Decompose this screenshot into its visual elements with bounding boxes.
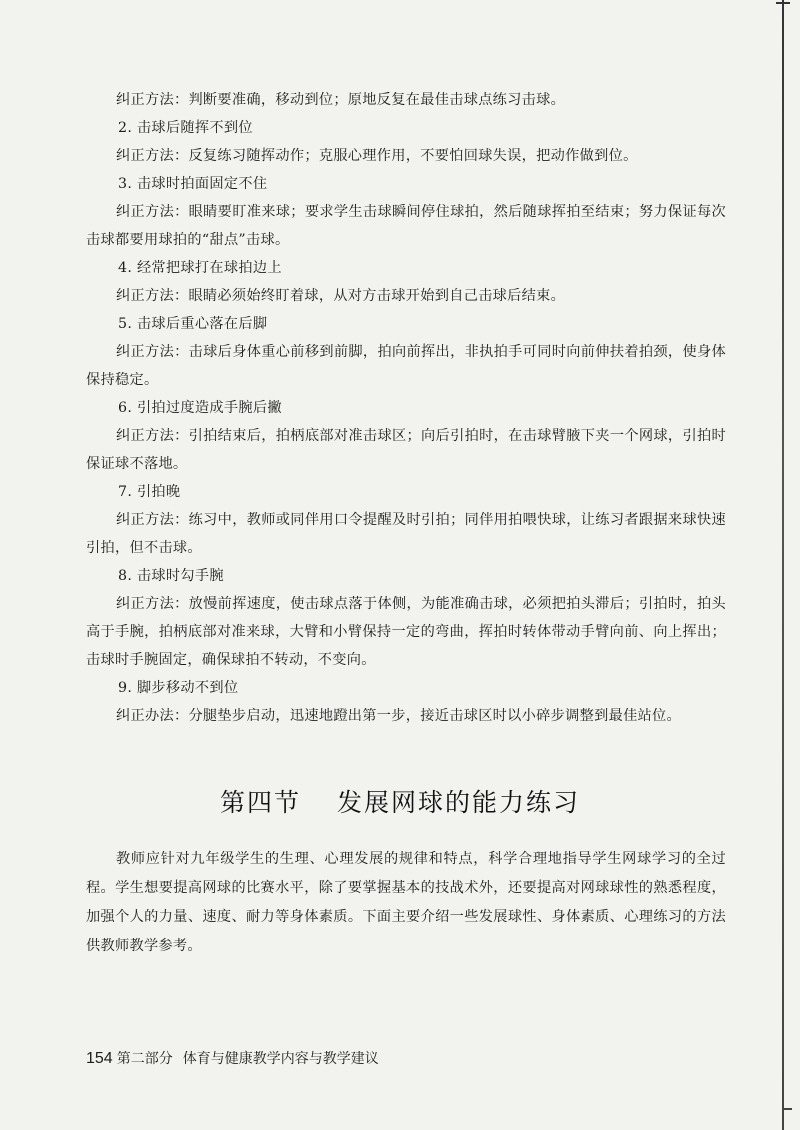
- section-intro-paragraph: 教师应针对九年级学生的生理、心理发展的规律和特点，科学合理地指导学生网球学习的全过程。学生想要提高网球的比赛水平，除了要掌握基本的技战术外，还要提高对网球球性的熟悉程度，加强个人的力量、速度、耐力等身体素质。下面主要介绍一些发展球性、身体素质、心理练习的方法供教师教学参考。: [86, 851, 726, 954]
- problem-heading-8: 8. 击球时勾手腕: [118, 568, 224, 584]
- correction-text-5: 纠正方法：击球后身体重心前移到前脚，拍向前挥出，非执拍手可同时向前伸扶着拍颈，使身体保持稳定。: [86, 344, 726, 388]
- correction-text-1: 纠正方法：判断要准确，移动到位；原地反复在最佳击球点练习击球。: [116, 92, 566, 108]
- correction-text-4: 纠正方法：眼睛必须始终盯着球，从对方击球开始到自己击球后结束。: [116, 288, 566, 304]
- page-footer: [86, 1048, 379, 1068]
- problem-heading-2: 2. 击球后随挥不到位: [118, 120, 253, 136]
- section-heading: 发展网球的能力练习: [337, 788, 581, 817]
- correction-text-2: 纠正方法：反复练习随挥动作；克服心理作用，不要怕回球失误，把动作做到位。: [116, 148, 638, 164]
- problem-heading-5: 5. 击球后重心落在后脚: [118, 316, 268, 332]
- problem-heading-4: 4. 经常把球打在球拍边上: [118, 260, 282, 276]
- scan-edge-mark: [776, 2, 790, 14]
- correction-text-9: 纠正办法：分腿垫步启动，迅速地蹬出第一步，接近击球区时以小碎步调整到最佳站位。: [116, 708, 682, 724]
- correction-text-8: 纠正方法：放慢前挥速度，使击球点落于体侧，为能准确击球，必须把拍头滞后；引拍时，拍头高于手腕，拍柄底部对准来球，大臂和小臂保持一定的弯曲，挥拍时转体带动手臂向前、向上挥出；击球时手腕固定，确保球拍不转动，不变向。: [86, 596, 726, 668]
- correction-text-3: 纠正方法：眼睛要盯准来球；要求学生击球瞬间停住球拍，然后随球挥拍至结束；努力保证每次击球都要用球拍的“甜点”击球。: [86, 204, 726, 248]
- scan-edge-mark-bottom: [782, 1108, 792, 1110]
- correction-text-6: 纠正方法：引拍结束后，拍柄底部对准击球区；向后引拍时，在击球臂腋下夹一个网球，引拍时保证球不落地。: [86, 428, 726, 472]
- problem-heading-3: 3. 击球时拍面固定不住: [118, 176, 268, 192]
- corrections-list: [86, 86, 726, 730]
- footer-title: 体育与健康教学内容与教学建议: [182, 1051, 379, 1067]
- scan-binding-edge: [782, 0, 784, 1130]
- problem-heading-6: 6. 引拍过度造成手腕后撇: [118, 400, 282, 416]
- correction-text-7: 纠正方法：练习中，教师或同伴用口令提醒及时引拍；同伴用拍喂快球，让练习者跟据来球快速引拍，但不击球。: [86, 512, 726, 556]
- section-number: 第四节: [219, 788, 301, 817]
- footer-part: 第二部分: [116, 1051, 173, 1067]
- section-title: [0, 783, 800, 819]
- page-number: 154: [86, 1050, 113, 1067]
- problem-heading-7: 7. 引拍晚: [118, 484, 181, 500]
- problem-heading-9: 9. 脚步移动不到位: [118, 680, 239, 696]
